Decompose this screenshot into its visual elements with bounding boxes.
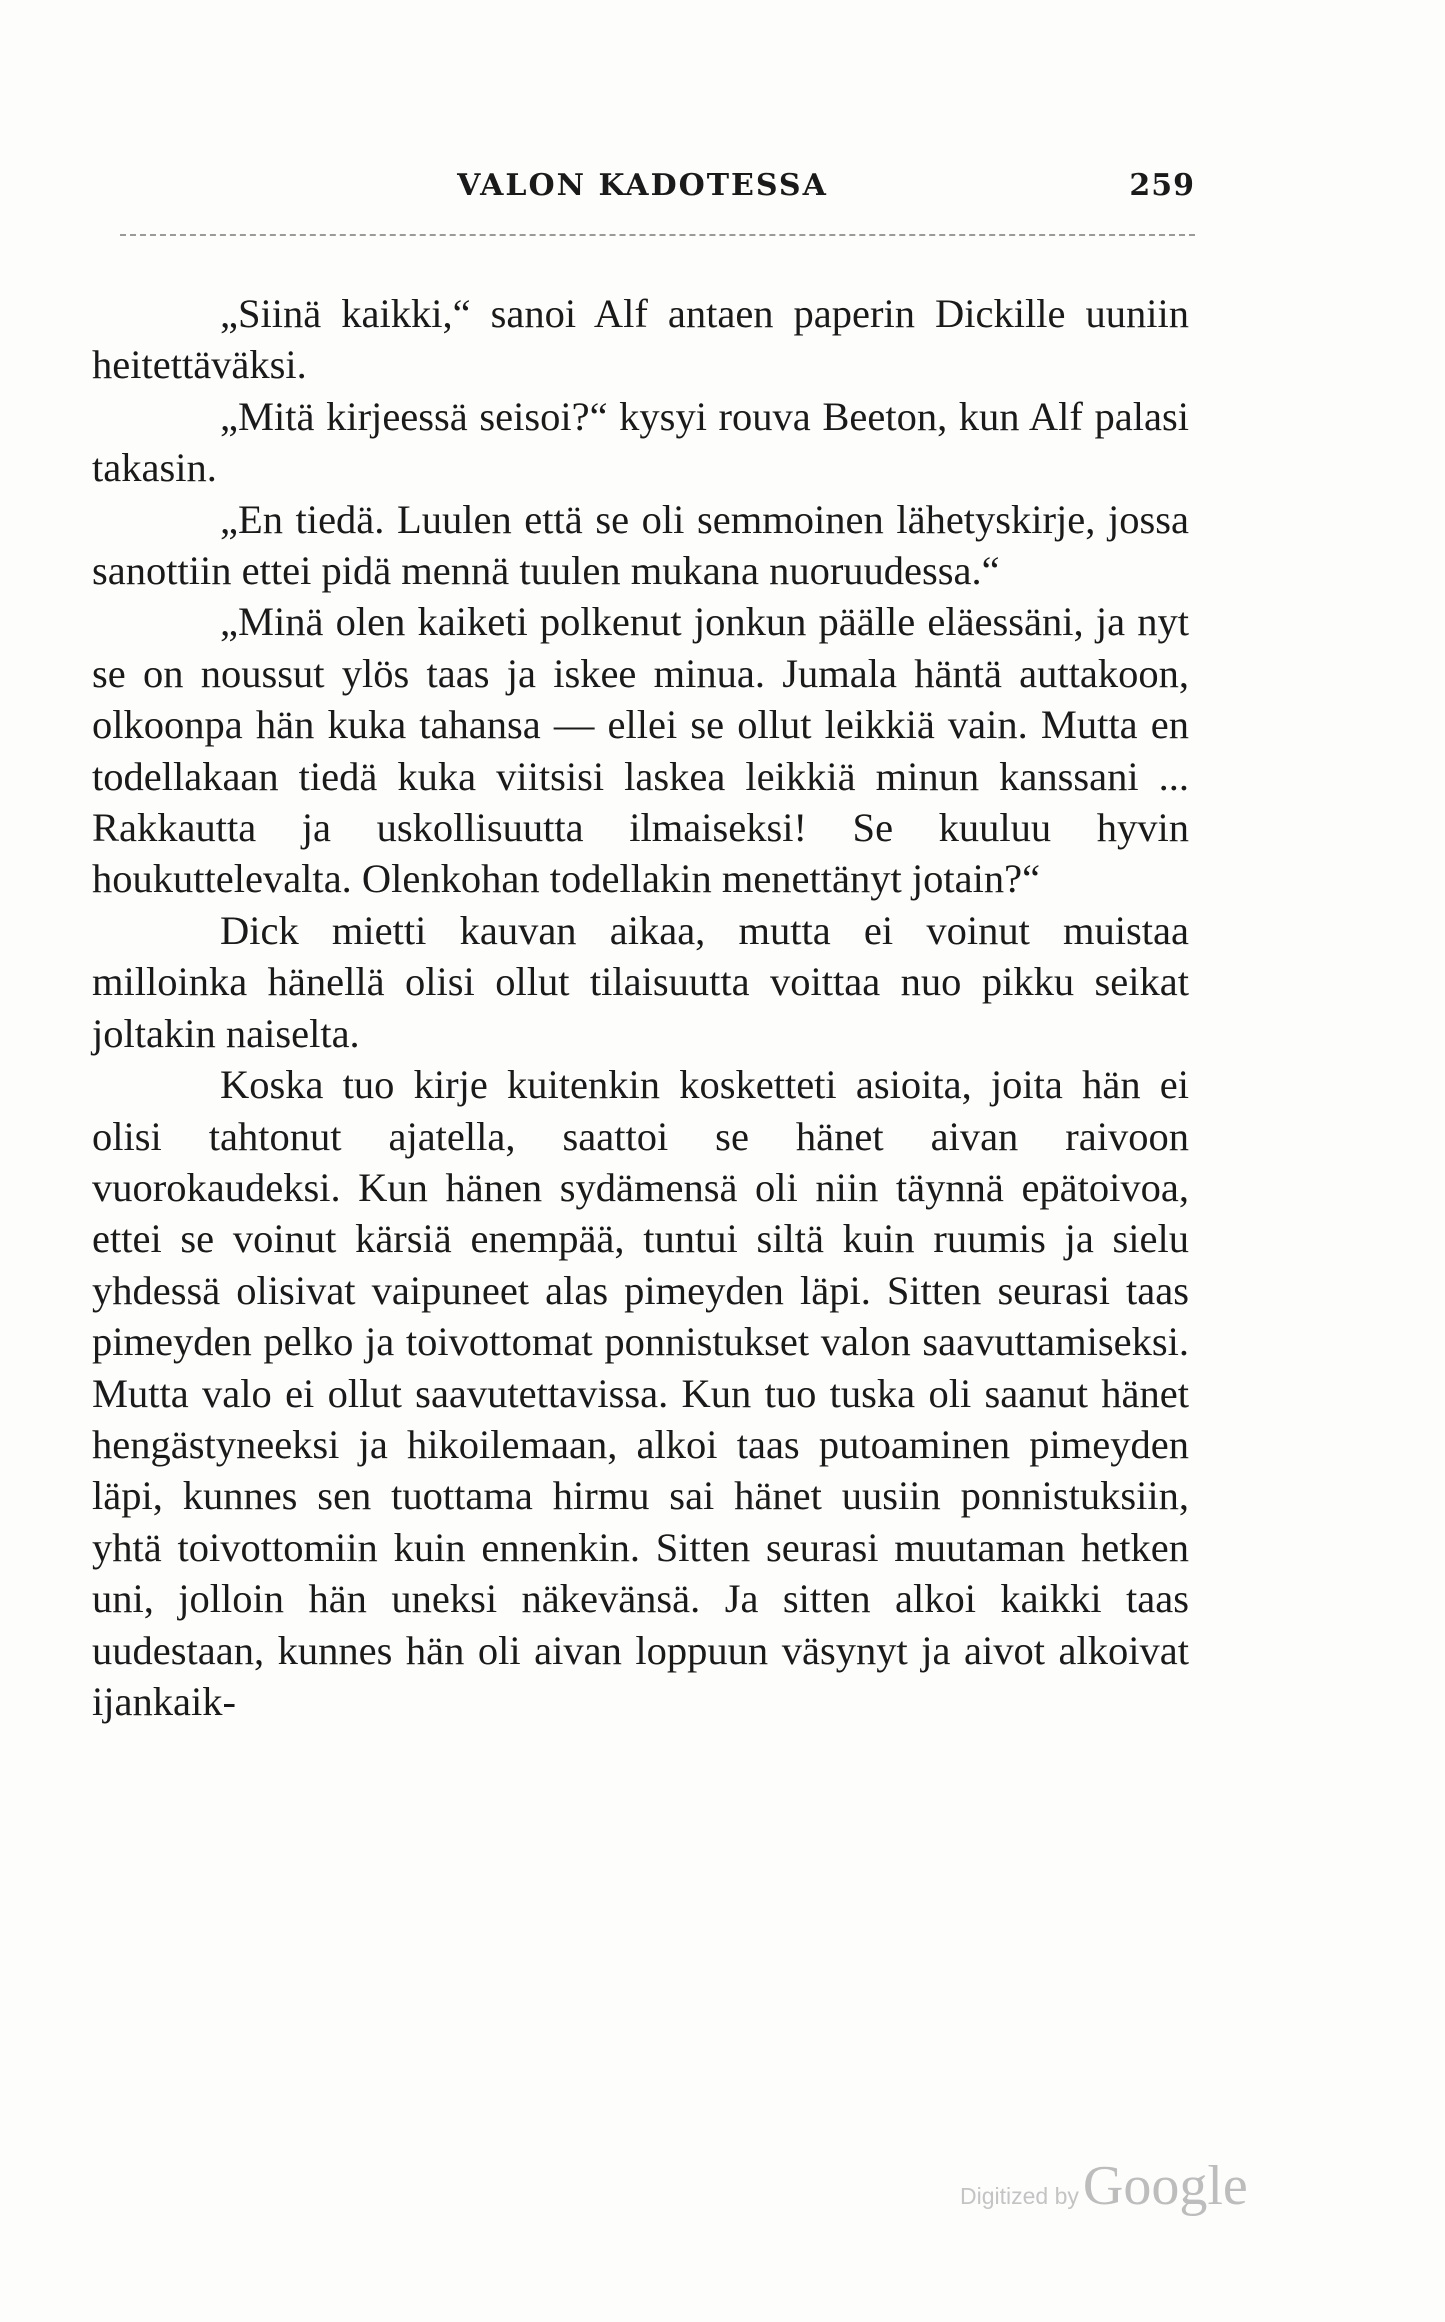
page-number: 259: [1129, 168, 1195, 203]
digitized-watermark: [960, 2154, 1280, 2224]
paragraph: „Minä olen kaiketi polkenut jonkun päälle eläessäni, ja nyt se on noussut ylös taas ja iskee minua. Jumala häntä auttakoon, olkoonpa hän kuka tahansa — ellei se ollut leikkiä vain. Mutta en todellakaan tiedä kuka viitsisi laskea leikkiä minun kanssani ... Rakkautta ja uskollisuutta ilmaiseksi! Se kuuluu hyvin houkuttelevalta. Olenkohan todellakin menettänyt jotain?“: [92, 599, 1189, 902]
header-rule: [120, 234, 1195, 236]
paragraph: „Mitä kirjeessä seisoi?“ kysyi rouva Beeton, kun Alf palasi takasin.: [92, 393, 1189, 491]
paragraph: Koska tuo kirje kuitenkin kosketteti asioita, joita hän ei olisi tahtonut ajatella, saattoi se hänet aivan raivoon vuorokaudeksi. Kun hänen sydämensä oli niin täynnä epätoivoa, ettei se voinut kärsiä enempää, tuntui siltä kuin ruumis ja sielu yhdessä olisivat vaipuneet alas pimeyden läpi. Sitten seurasi taas pimeyden pelko ja toivottomat ponnistukset valon saavuttamiseksi. Mutta valo ei ollut saavutettavissa. Kun tuo tuska oli saanut hänet hengästyneeksi ja hikoilemaan, alkoi taas putoaminen pimeyden läpi, kunnes sen tuottama hirmu sai hänet uusiin ponnistuksiin, yhtä toivottomiin kuin ennenkin. Sitten seurasi muutaman hetken uni, jolloin hän uneksi näkevänsä. Ja sitten alkoi kaikki taas uudestaan, kunnes hän oli aivan loppuun väsynyt ja aivot alkoivat ijankaik-: [92, 1062, 1189, 1724]
paragraph: Dick mietti kauvan aikaa, mutta ei voinut muistaa milloinka hänellä olisi ollut tilaisuutta voittaa nuo pikku seikat joltakin naiselta.: [92, 907, 1189, 1056]
running-title: VALON KADOTESSA: [457, 168, 828, 203]
watermark-prefix: Digitized by: [960, 2183, 1079, 2209]
watermark-brand: Google: [1082, 2155, 1248, 2217]
paragraph: „En tiedä. Luulen että se oli semmoinen lähetyskirje, jossa sanottiin ettei pidä mennä tuulen mukana nuoruudessa.“: [92, 496, 1189, 594]
body-text: [92, 288, 1189, 1727]
paragraph: „Siinä kaikki,“ sanoi Alf antaen paperin Dickille uuniin heitettäväksi.: [92, 291, 1189, 388]
running-head: [90, 168, 1195, 218]
